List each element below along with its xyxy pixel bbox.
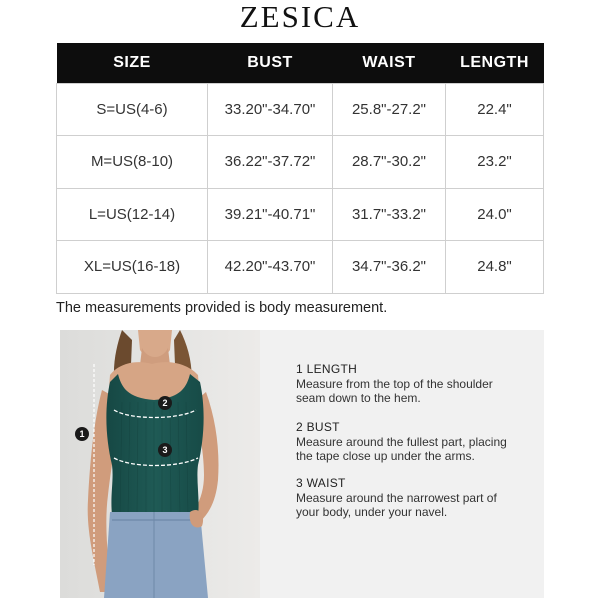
waist-cell: 28.7"-30.2": [333, 136, 446, 189]
header-bust: BUST: [208, 43, 333, 83]
header-size: SIZE: [57, 43, 208, 83]
length-marker-icon: [75, 427, 89, 441]
length-text-line2: seam down to the hem.: [296, 391, 421, 405]
size-cell: L=US(12-14): [57, 188, 208, 241]
length-instruction: [296, 362, 493, 406]
length-text-line1: Measure from the top of the shoulder: [296, 376, 493, 391]
bust-instruction: [296, 420, 507, 464]
length-cell: 23.2": [446, 136, 544, 189]
header-waist: WAIST: [333, 43, 446, 83]
measurement-note: The measurements provided is body measurement.: [56, 300, 388, 316]
bust-text-line2: the tape close up under the arms.: [296, 449, 475, 463]
table-row: [57, 83, 544, 136]
bust-title: 2 BUST: [296, 420, 340, 434]
waist-instruction: [296, 476, 497, 520]
table-row: [57, 241, 544, 294]
size-cell: S=US(4-6): [57, 83, 208, 136]
length-marker-label: 1: [79, 429, 85, 439]
waist-marker-label: 3: [162, 445, 168, 455]
header-length: LENGTH: [446, 43, 544, 83]
waist-text-line2: your body, under your navel.: [296, 505, 448, 519]
table-row: [57, 136, 544, 189]
table-row: [57, 188, 544, 241]
model-illustration-icon: [60, 330, 260, 598]
model-photo: [60, 330, 260, 598]
length-cell: 24.8": [446, 241, 544, 294]
bust-marker-label: 2: [162, 398, 168, 408]
length-title: 1 LENGTH: [296, 362, 358, 376]
bust-cell: 39.21"-40.71": [208, 188, 333, 241]
size-cell: M=US(8-10): [57, 136, 208, 189]
bust-text-line1: Measure around the fullest part, placing: [296, 434, 507, 449]
waist-cell: 31.7"-33.2": [333, 188, 446, 241]
brand-logo: ZESICA: [239, 0, 361, 34]
table-header-row: [57, 43, 544, 83]
waist-marker-icon: [158, 443, 172, 457]
bust-marker-icon: [158, 396, 172, 410]
bust-cell: 33.20"-34.70": [208, 83, 333, 136]
size-chart-table: [56, 43, 544, 294]
waist-title: 3 WAIST: [296, 476, 346, 490]
waist-cell: 34.7"-36.2": [333, 241, 446, 294]
size-cell: XL=US(16-18): [57, 241, 208, 294]
waist-text-line1: Measure around the narrowest part of: [296, 490, 497, 505]
waist-cell: 25.8"-27.2": [333, 83, 446, 136]
bust-cell: 42.20"-43.70": [208, 241, 333, 294]
bust-cell: 36.22"-37.72": [208, 136, 333, 189]
length-cell: 24.0": [446, 188, 544, 241]
length-cell: 22.4": [446, 83, 544, 136]
